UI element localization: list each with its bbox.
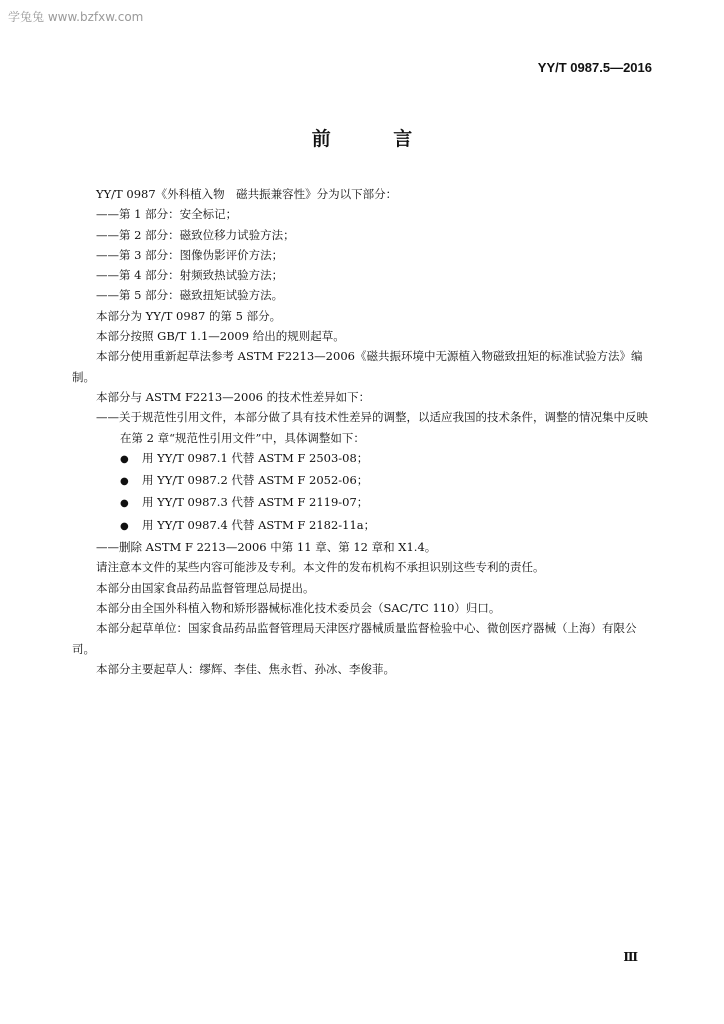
bullet-item [72, 492, 652, 514]
page-number: Ⅲ [623, 950, 638, 964]
paragraph: 本部分由全国外科植入物和矫形器械标准化技术委员会（SAC/TC 110）归口。 [96, 600, 501, 615]
paragraph: 请注意本文件的某些内容可能涉及专利。本文件的发布机构不承担识别这些专利的责任。 [96, 560, 545, 575]
bullet-item [72, 448, 652, 470]
bullet-icon: ● [120, 498, 129, 510]
bullet-text: 用 YY/T 0987.3 代替 ASTM F 2119-07； [142, 495, 369, 510]
watermark: 学兔兔 www.bzfxw.com [8, 10, 144, 24]
foreword-body [72, 184, 652, 679]
bullet-text: 用 YY/T 0987.2 代替 ASTM F 2052-06； [142, 473, 369, 488]
list-item: ——第 2 部分：磁致位移力试验方法； [96, 227, 295, 242]
page-title: 前 言 [311, 128, 441, 150]
list-item: ——删除 ASTM F 2213—2006 中第 11 章、第 12 章和 X1.4。 [96, 540, 437, 555]
paragraph: 本部分起草单位：国家食品药品监督管理局天津医疗器械质量监督检验中心、微创医疗器械（上海）有限公司。 [72, 621, 637, 656]
list-item: ——关于规范性引用文件，本部分做了具有技术性差异的调整，以适应我国的技术条件，调整的情况集中反映在第 2 章“规范性引用文件”中，具体调整如下： [96, 410, 648, 445]
list-item: ——第 4 部分：射频致热试验方法； [96, 268, 284, 283]
bullet-icon: ● [120, 476, 129, 488]
paragraph: 本部分与 ASTM F2213—2006 的技术性差异如下： [96, 389, 371, 404]
paragraph: 本部分使用重新起草法参考 ASTM F2213—2006《磁共振环境中无源植入物磁致扭矩的标准试验方法》编制。 [72, 349, 643, 384]
bullet-icon: ● [120, 453, 129, 465]
list-item: ——第 1 部分：安全标记； [96, 207, 238, 222]
list-item: ——第 3 部分：图像伪影评价方法； [96, 247, 284, 262]
paragraph: 本部分为 YY/T 0987 的第 5 部分。 [96, 308, 282, 323]
paragraph: YY/T 0987《外科植入物 磁共振兼容性》分为以下部分： [96, 187, 398, 201]
standard-number: YY/T 0987.5—2016 [537, 60, 652, 75]
list-item: ——第 5 部分：磁致扭矩试验方法。 [96, 288, 284, 303]
bullet-item [72, 470, 652, 492]
bullet-text: 用 YY/T 0987.4 代替 ASTM F 2182-11a； [142, 517, 376, 532]
paragraph: 本部分按照 GB/T 1.1—2009 给出的规则起草。 [96, 329, 345, 344]
bullet-icon: ● [120, 520, 129, 532]
bullet-text: 用 YY/T 0987.1 代替 ASTM F 2503-08； [142, 450, 369, 465]
paragraph: 本部分由国家食品药品监督管理总局提出。 [96, 580, 315, 595]
bullet-item [72, 515, 652, 537]
paragraph: 本部分主要起草人：缪辉、李佳、焦永哲、孙冰、李俊菲。 [96, 661, 395, 676]
